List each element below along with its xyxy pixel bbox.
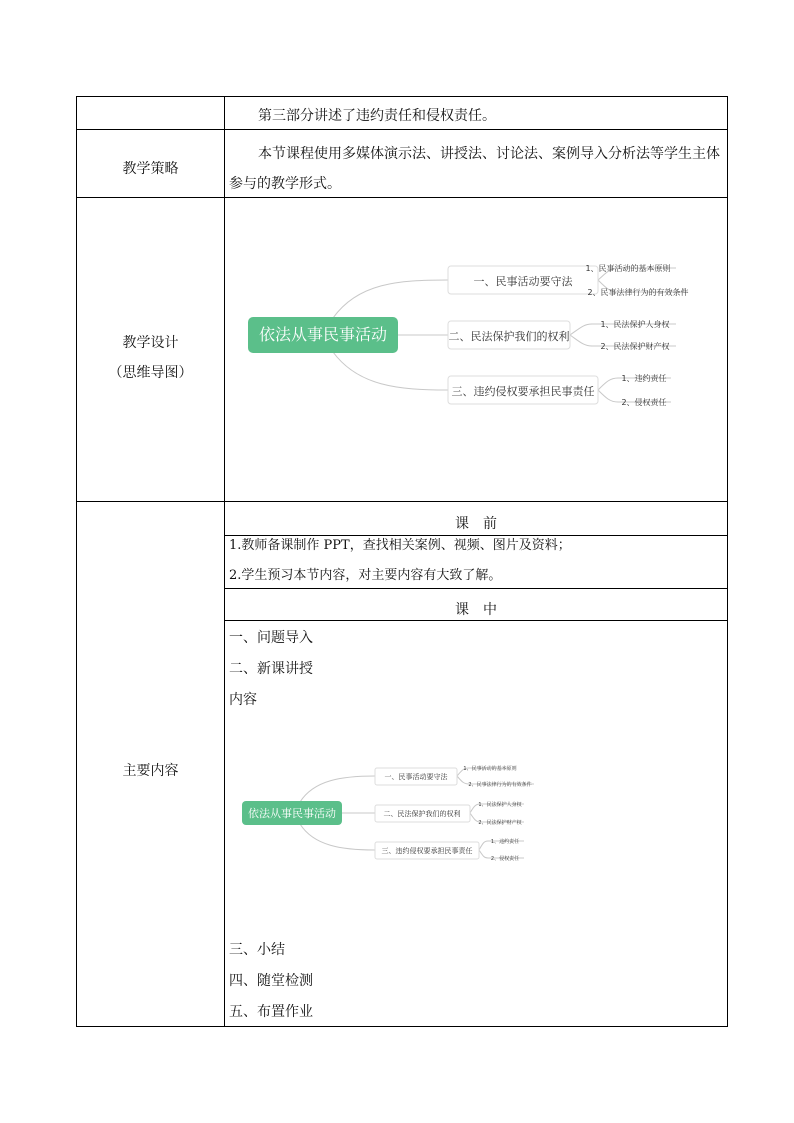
design-label <box>77 328 224 388</box>
table-rule-1 <box>76 129 728 130</box>
small-leaf-3-2: 2、侵权责任 <box>490 856 520 862</box>
before-item-2: 2.学生预习本节内容，对主要内容有大致了解。 <box>229 568 502 583</box>
design-label-line-2: （思维导图） <box>108 365 193 381</box>
table-border-right <box>727 96 728 1027</box>
design-label-line-1: 教学设计 <box>122 335 179 351</box>
table-rule-2 <box>76 197 728 198</box>
branch-node-3-label: 三、违约侵权要承担民事责任 <box>451 385 595 398</box>
branch-node-1-label: 一、民事活动要守法 <box>473 275 573 288</box>
table-rule-3 <box>76 501 728 502</box>
after-item-2: 四、随堂检测 <box>229 973 313 989</box>
leaf-2-1: 1、民法保护人身权 <box>600 320 670 329</box>
small-branch-node-1-label: 一、民事活动要守法 <box>384 773 448 781</box>
after-item-3: 五、布置作业 <box>229 1004 313 1020</box>
small-leaf-1-1: 1、民事活动的基本原则 <box>463 766 517 772</box>
small-branch-node-2-label: 二、民法保护我们的权利 <box>383 810 461 818</box>
table-column-divider <box>224 96 225 1027</box>
leaf-3-2: 2、侵权责任 <box>621 398 667 407</box>
small-leaf-3-1: 1、违约责任 <box>490 839 520 845</box>
during-item-3: 内容 <box>229 692 257 708</box>
during-class-header: 课 中 <box>455 602 497 618</box>
table-border-bottom <box>76 1026 728 1027</box>
continuation-text: 第三部分讲述了违约责任和侵权责任。 <box>258 108 496 124</box>
small-leaf-2-1: 1、民法保护人身权 <box>478 802 522 808</box>
table-border-left <box>76 96 77 1027</box>
mindmap-large <box>248 258 698 408</box>
leaf-1-1: 1、民事活动的基本原则 <box>585 264 671 273</box>
root-node-label: 依法从事民事活动 <box>258 325 388 344</box>
small-leaf-1-2: 2、民事法律行为的有效条件 <box>468 782 532 788</box>
strategy-line-2: 参与的教学形式。 <box>229 176 341 192</box>
leaf-3-1: 1、违约责任 <box>621 374 667 383</box>
after-item-1: 三、小结 <box>229 942 285 958</box>
branch-node-2-label: 二、民法保护我们的权利 <box>448 330 570 343</box>
leaf-1-2: 2、民事法律行为的有效条件 <box>587 288 689 297</box>
leaf-2-2: 2、民法保护财产权 <box>600 342 670 351</box>
mindmap-small <box>242 764 542 864</box>
during-item-1: 一、问题导入 <box>229 630 313 646</box>
before-class-header: 课 前 <box>455 516 497 532</box>
table-border-top <box>76 96 728 97</box>
main-content-label: 主要内容 <box>122 763 179 779</box>
strategy-label: 教学策略 <box>122 161 179 177</box>
small-branch-node-3-label: 三、违约侵权要承担民事责任 <box>381 847 473 855</box>
small-leaf-2-2: 2、民法保护财产权 <box>478 820 522 826</box>
table-rule-sub-2 <box>224 588 728 589</box>
before-item-1: 1.教师备课制作 PPT，查找相关案例、视频、图片及资料； <box>229 538 571 553</box>
small-root-node-label: 依法从事民事活动 <box>248 807 336 820</box>
table-rule-sub-3 <box>224 620 728 621</box>
strategy-line-1: 本节课程使用多媒体演示法、讲授法、讨论法、案例导入分析法等学生主体 <box>258 146 720 162</box>
during-item-2: 二、新课讲授 <box>229 661 313 677</box>
